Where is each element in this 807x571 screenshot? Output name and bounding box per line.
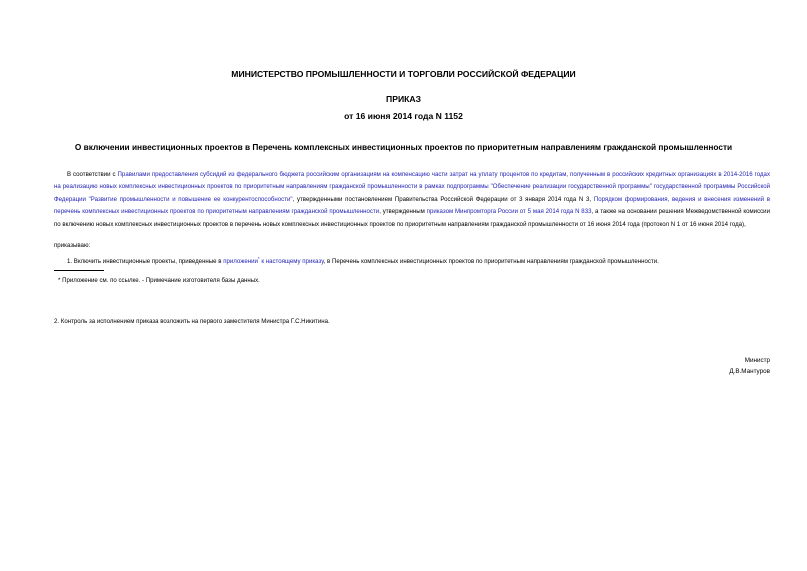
item-1-text-b: , в Перечень комплексных инвестиционных проектов по приоритетным направлениям гражданской промышленности. [323,258,659,265]
appendix-link-text-b: к настоящему приказу [259,258,324,265]
document-title: О включении инвестиционных проектов в Перечень комплексных инвестиционных проектов по приоритетным направлениям гражданской промышленности [74,142,733,152]
order-833-link[interactable]: приказом Минпромторга России от 5 мая 2014 года N 833 [426,208,592,216]
preamble-text-3: , утвержденным [379,208,427,216]
prikazyvayu-text: приказываю: [54,242,91,249]
date-number-heading: от 16 июня 2014 года N 1152 [344,111,463,121]
item-1 [67,254,659,266]
preamble-text-2: , утвержденными постановлением Правительства Российской Федерации от 3 января 2014 года N 3, [292,195,594,203]
appendix-link[interactable] [223,258,323,265]
signature-position: Министр [744,357,770,364]
footnote-divider [54,270,104,271]
document-type-heading: ПРИКАЗ [386,94,421,104]
item-1-text-a: 1. Включить инвестиционные проекты, приведенные в [67,258,224,265]
ministry-heading: МИНИСТЕРСТВО ПРОМЫШЛЕННОСТИ И ТОРГОВЛИ РОССИЙСКОЙ ФЕДЕРАЦИИ [231,69,576,79]
signature-name: Д.В.Мантуров [729,368,770,375]
appendix-link-text: приложении [223,258,258,265]
procedure-link[interactable]: Порядком формирования, ведения и внесения изменений в перечень комплексных инвестиционных проектов по приоритетным направлениям гражданской промышленности [54,195,771,216]
item-2: 2. Контроль за исполнением приказа возложить на первого заместителя Министра Г.С.Никитина. [54,318,330,325]
preamble-text-1: В соответствии с [67,171,118,178]
preamble-text-4: , а также на основании решения Межведомственной комиссии по включению новых комплексных инвестиционных проектов в перечень новых комплексных инвестиционных проектов по приоритетным направлениям гражданской промышленности от 16 июня 2014 года (протокол N 1 от 16 июня 2014 года), [54,208,770,228]
preamble-paragraph [54,169,770,231]
footnote-text: * Приложение см. по ссылке. - Примечание изготовителя базы данных. [58,277,260,284]
footnote-marker: * [257,256,260,261]
rules-link[interactable]: Правилами предоставления субсидий из федерального бюджета российским организациям на компенсацию части затрат на уплату процентов по кредитам, полученным в российских кредитных организациях в 2014-2016 годах на реализацию новых комплексных инвестиционных проектов по приоритетным направлениям гражданской промышленности в рамках подпрограммы "Обеспечение реализации государственной программы" государственной программы Российской Федерации "Развитие промышленности и повышение ее конкурентоспособности" [54,171,770,203]
